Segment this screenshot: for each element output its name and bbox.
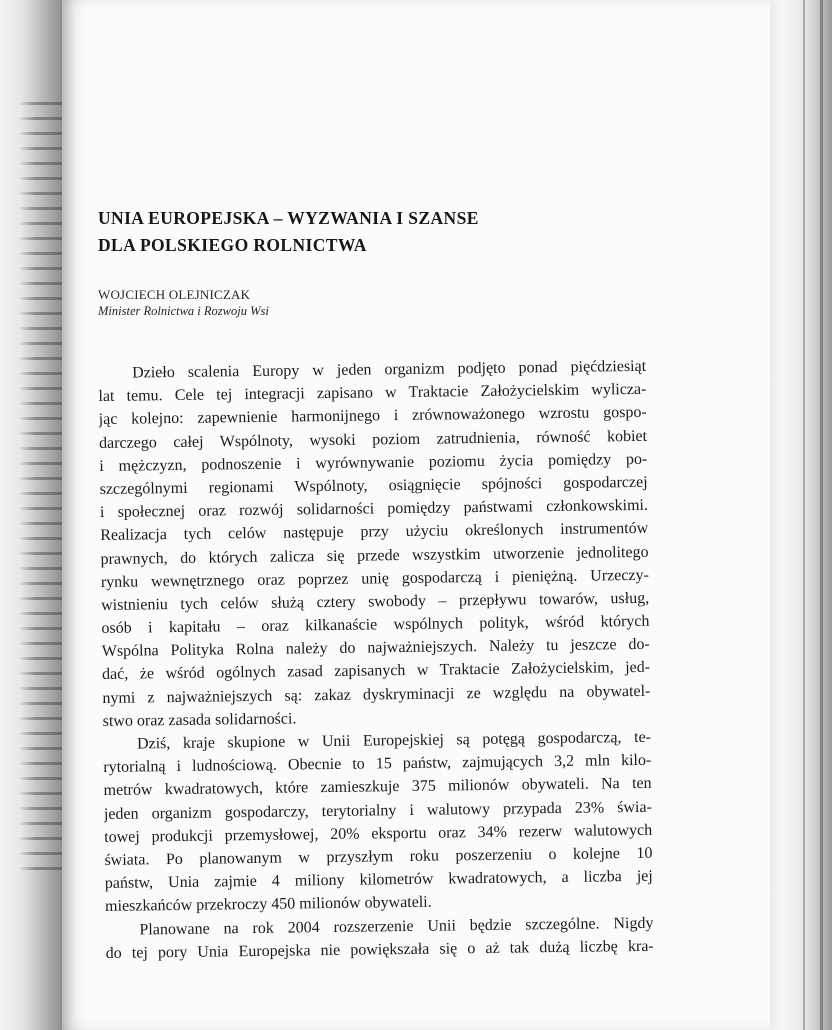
text-line: nymi z najważniejszych są: zakaz dyskryminacji ze względu na obywatel-: [102, 682, 651, 707]
text-line: prawnych, do których zalicza się przede wszystkim utworzenie jednolitego: [100, 543, 649, 568]
article-title-line: UNIA EUROPEJSKA – WYZWANIA I SZANSE: [98, 208, 479, 228]
text-line: do tej pory Unia Europejska nie powiększała się o aż tak dużą liczbę kra-: [105, 937, 654, 962]
binding-marks: [18, 90, 62, 880]
text-line: Realizacja tych celów następuje przy użyciu określonych instrumentów: [100, 520, 649, 545]
page-edge-line: [820, 0, 823, 1030]
text-line: i społecznej oraz rozwój solidarności pomiędzy państwami członkowskimi.: [99, 496, 649, 522]
text-line: jeden organizm gospodarczy, terytorialny i walutowy przypada 23% świa-: [103, 798, 652, 823]
text-line: Planowane na rok 2004 rozszerzenie Unii będzie szczególne. Nigdy: [139, 914, 654, 939]
text-line: darczego całej Wspólnoty, wysoki poziom zatrudnienia, równość kobiet: [98, 427, 648, 452]
text-line: stwo oraz zasada solidarności.: [102, 710, 297, 730]
text-line: rytorialną i ludnościową. Obecnie to 15 państw, zajmujących 3,2 mln kilo-: [103, 751, 652, 777]
text-line: osób i kapitału – oraz kilkanaście wspólnych polityk, wśród których: [101, 612, 650, 638]
text-line: rynku wewnętrznego oraz poprzez unię gospodarczą i pieniężną. Urzeczy-: [100, 566, 649, 591]
author-role: Minister Rolnictwa i Rozwoju Wsi: [98, 304, 269, 318]
text-line: szczególnymi regionami Wspólnoty, osiągnięcie spójności gospodarczej: [99, 473, 648, 498]
scan-left-margin: [0, 0, 62, 1030]
author-name: WOJCIECH OLEJNICZAK: [98, 287, 251, 302]
page-edge-line: [803, 0, 805, 1030]
text-line: mieszkańców przekroczy 450 milionów obywateli.: [105, 893, 432, 916]
text-line: jąc kolejno: zapewnienie harmonijnego i zrównoważonego wzrostu gospo-: [98, 404, 647, 429]
text-line: Wspólna Polityka Rolna należy do najważniejszych. Należy tu jeszcze do-: [101, 636, 650, 661]
text-line: i mężczyzn, podnoszenie i wyrównywanie poziomu życia pomiędzy po-: [99, 450, 648, 475]
text-line: towej produkcji przemysłowej, 20% eksportu oraz 34% rezerw walutowych: [104, 821, 653, 846]
text-line: wistnieniu tych celów służą cztery swobody – przepływu towarów, usług,: [101, 589, 650, 614]
text-line: metrów kwadratowych, które zamieszkuje 375 milionów obywateli. Na ten: [103, 775, 652, 800]
text-line: świata. Po planowanym w przyszłym roku poszerzeniu o kolejne 10: [104, 844, 653, 869]
text-line: Dziś, kraje skupione w Unii Europejskiej są potęgą gospodarczą, te-: [136, 728, 652, 753]
text-line: dać, że wśród ogólnych zasad zapisanych w Traktacie Założycielskim, jed-: [101, 659, 651, 684]
text-line: lat temu. Cele tej integracji zapisano w Traktacie Założycielskim wylicza-: [98, 381, 647, 406]
article-title: [98, 205, 568, 259]
page-stack-edge: [770, 0, 832, 1030]
article-title-line: DLA POLSKIEGO ROLNICTWA: [98, 235, 367, 255]
article-body: [98, 355, 654, 965]
text-line: Dzieło scalenia Europy w jeden organizm podjęto ponad pięćdziesiąt: [132, 357, 647, 382]
text-line: państw, Unia zajmie 4 miliony kilometrów kwadratowych, a liczba jej: [104, 867, 653, 893]
